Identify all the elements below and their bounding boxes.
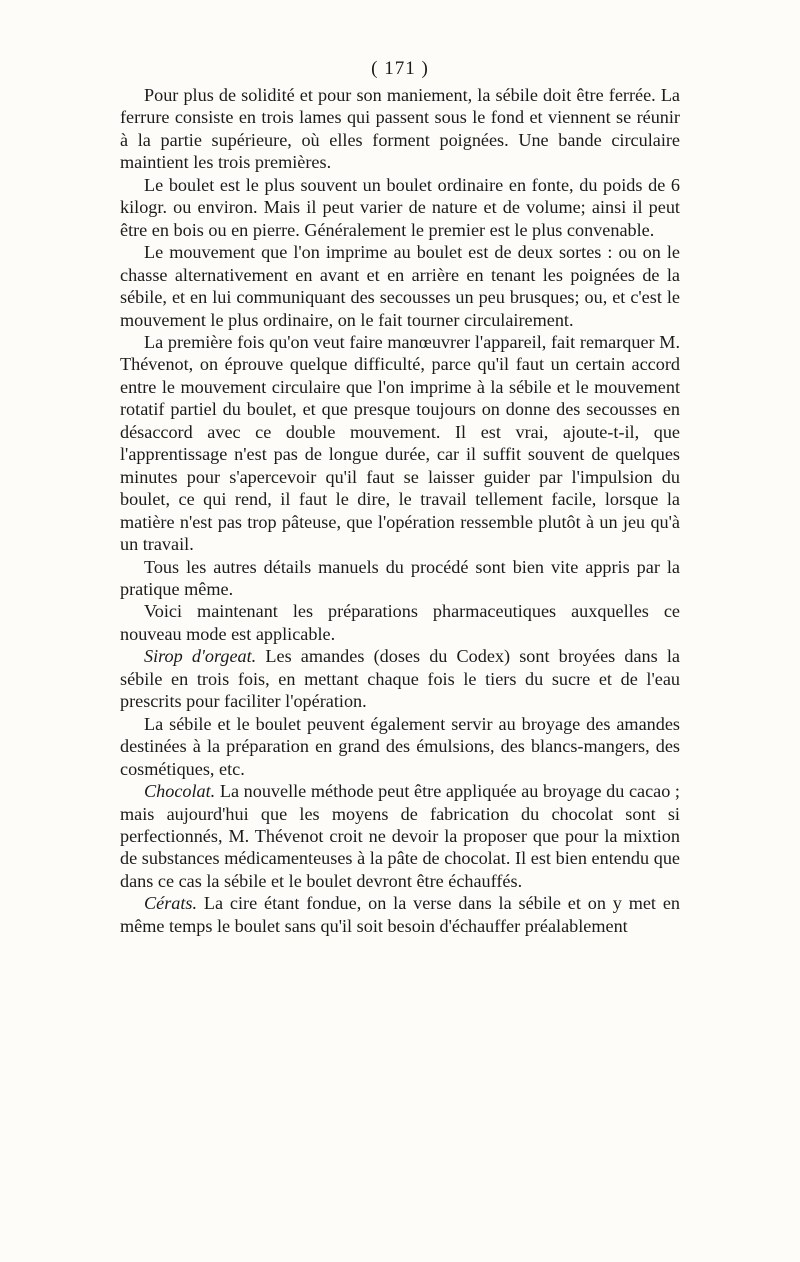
paragraph-text: La nouvelle méthode peut être appliquée au broyage du cacao ; mais aujourd'hui que les moyens de fabrication du chocolat sont si perfectionnés, M. Thévenot croit ne devoir la proposer que pour la mixtion de substances médicamenteuses à la pâte de chocolat. Il est bien entendu que dans ce cas la sébile et le boulet devront être échauffés.	[120, 781, 680, 891]
paragraph-chocolat	[120, 780, 680, 892]
paragraph-premiere-fois	[120, 331, 680, 556]
paragraph-lead: Cérats.	[144, 893, 198, 914]
paragraph-text: Les amandes (doses du Codex) sont broyées dans la sébile en trois fois, en mettant chaque fois le tiers du sucre et de l'eau prescrits pour faciliter l'opération.	[120, 646, 681, 712]
paragraph-text: La première fois qu'on veut faire manœuvrer l'appareil, fait remarquer M. Thévenot, on éprouve quelque difficulté, parce qu'il faut un certain accord entre le mouvement circulaire que l'on imprime à la sébile et le mouvement rotatif partiel du boulet, et que presque toujours on donne des secousses en désaccord avec ce double mouvement. Il est vrai, ajoute-t-il, que l'apprentissage n'est pas de longue durée, car il suffit souvent de quelques minutes pour s'apercevoir qu'il faut se laisser guider par l'impulsion du boulet, ce qui rend, il faut le dire, le travail tellement facile, lorsque la matière n'est pas trop pâteuse, que l'opération ressemble plutôt à un jeu qu'à un travail.	[120, 331, 680, 555]
paragraph-text: La sébile et le boulet peuvent également servir au broyage des amandes destinées à la préparation en grand des émulsions, des blancs-mangers, des cosmétiques, etc.	[120, 713, 680, 779]
paragraph-ferrure	[120, 84, 680, 174]
paragraph-details	[120, 556, 680, 601]
paragraph-emulsions	[120, 713, 680, 780]
paragraph-sirop-orgeat	[120, 645, 680, 712]
page-number: ( 171 )	[371, 58, 429, 79]
body-text	[120, 84, 680, 937]
paragraph-lead: Chocolat.	[144, 781, 216, 802]
paragraph-cerats	[120, 892, 680, 937]
paragraph-text: Le mouvement que l'on imprime au boulet est de deux sortes : ou on le chasse alternativement en avant et en arrière en tenant les poignées de la sébile, et en lui communiquant des secousses un peu brusques; ou, et c'est le mouvement le plus ordinaire, on le fait tourner circulairement.	[120, 242, 680, 330]
paragraph-text: Voici maintenant les préparations pharmaceutiques auxquelles ce nouveau mode est applicable.	[120, 601, 680, 644]
paragraph-lead: Sirop d'orgeat.	[144, 646, 257, 667]
paragraph-boulet	[120, 174, 680, 241]
paragraph-preparations	[120, 600, 680, 645]
paragraph-mouvement	[120, 241, 680, 331]
paragraph-text: Le boulet est le plus souvent un boulet ordinaire en fonte, du poids de 6 kilogr. ou environ. Mais il peut varier de nature et de volume; ainsi il peut être en bois ou en pierre. Généralement le premier est le plus convenable.	[120, 174, 680, 240]
paragraph-text: La cire étant fondue, on la verse dans la sébile et on y met en même temps le boulet sans qu'il soit besoin d'échauffer préalablement	[120, 893, 680, 936]
paragraph-text: Tous les autres détails manuels du procédé sont bien vite appris par la pratique même.	[120, 556, 680, 599]
paragraph-text: Pour plus de solidité et pour son maniement, la sébile doit être ferrée. La ferrure consiste en trois lames qui passent sous le fond et viennent se réunir à la partie supérieure, où elles forment poignées. Une bande circulaire maintient les trois premières.	[120, 85, 680, 173]
